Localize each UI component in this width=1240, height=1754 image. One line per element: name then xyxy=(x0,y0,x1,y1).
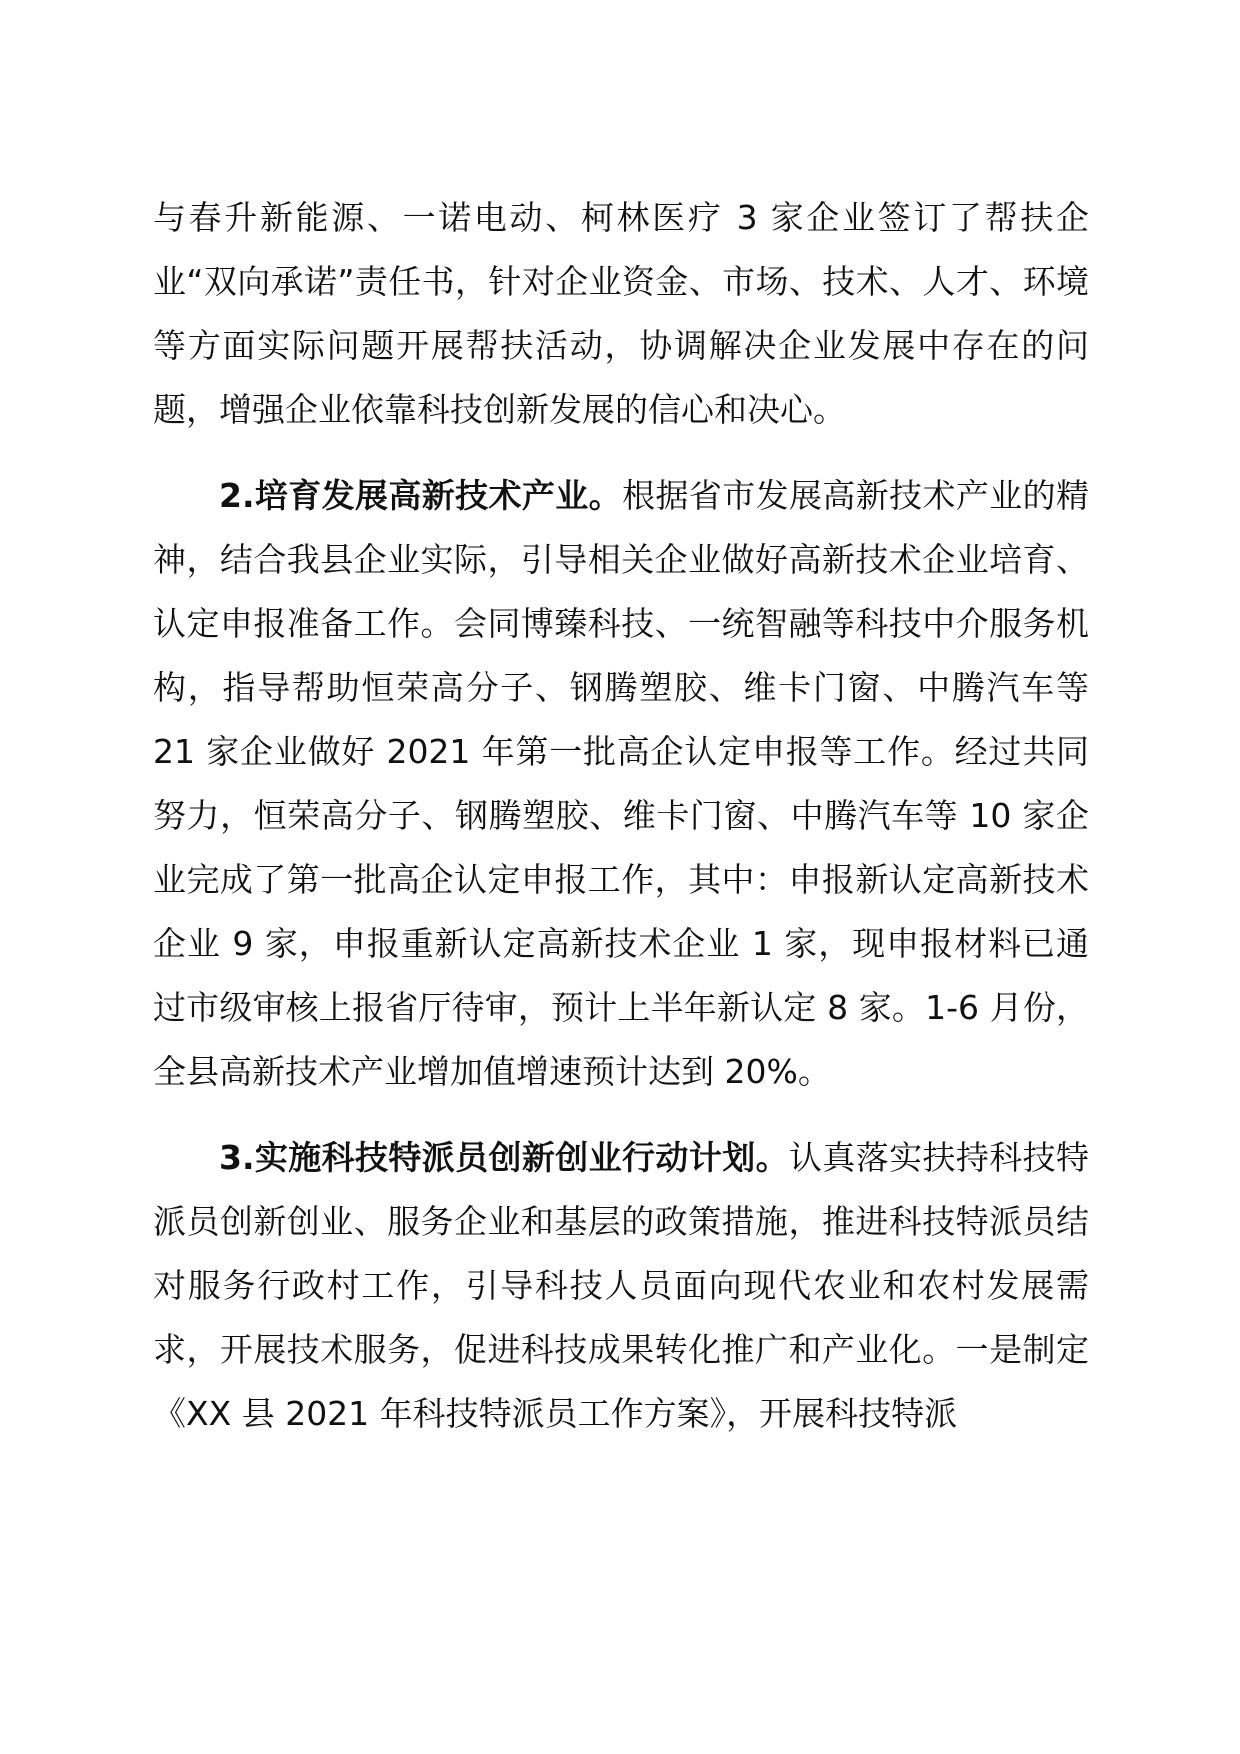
paragraph-continuation xyxy=(153,186,1089,442)
section-body: 根据省市发展高新技术产业的精神，结合我县企业实际，引导相关企业做好高新技术企业培育、认定申报准备工作。会同博臻科技、一统智融等科技中介服务机构，指导帮助恒荣高分子、钢腾塑胶、维卡门窗、中腾汽车等 21 家企业做好 2021 年第一批高企认定申报等工作。经过共同努力，恒荣高分子、钢腾塑胶、维卡门窗、中腾汽车等 10 家企业完成了第一批高企认定申报工作，其中：申报新认定高新技术企业 9 家，申报重新认定高新技术企业 1 家，现申报材料已通过市级审核上报省厅待审，预计上半年新认定 8 家。1-6 月份，全县高新技术产业增加值增速预计达到 20%。 xyxy=(153,476,1090,1091)
section-high-tech-industry xyxy=(153,464,1089,1104)
section-heading: 3.实施科技特派员创新创业行动计划。 xyxy=(219,1138,789,1177)
section-tech-commissioner-plan xyxy=(153,1126,1089,1446)
document-page xyxy=(153,186,1089,1446)
section-heading: 2.培育发展高新技术产业。 xyxy=(219,476,623,515)
paragraph-text: 与春升新能源、一诺电动、柯林医疗 3 家企业签订了帮扶企业“双向承诺”责任书，针对企业资金、市场、技术、人才、环境等方面实际问题开展帮扶活动，协调解决企业发展中存在的问题，增强企业依靠科技创新发展的信心和决心。 xyxy=(153,198,1089,429)
section-body: 认真落实扶持科技特派员创新创业、服务企业和基层的政策措施，推进科技特派员结对服务行政村工作，引导科技人员面向现代农业和农村发展需求，开展技术服务，促进科技成果转化推广和产业化。一是制定《XX 县 2021 年科技特派员工作方案》，开展科技特派 xyxy=(153,1138,1090,1433)
